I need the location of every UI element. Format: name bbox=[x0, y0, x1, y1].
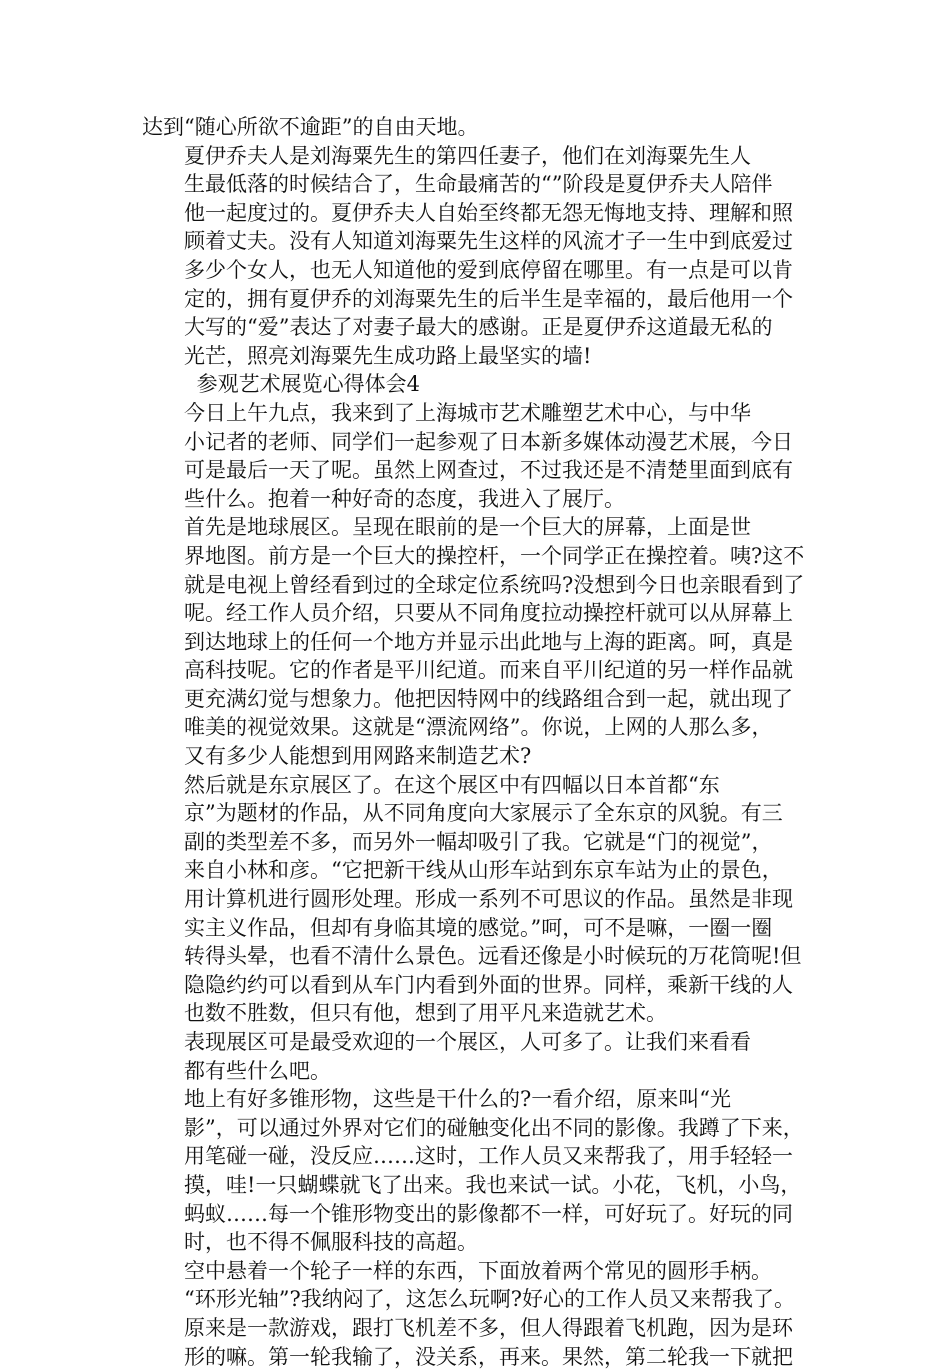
text-line: 就是电视上曾经看到过的全球定位系统吗?没想到今日也亲眼看到了 bbox=[184, 572, 805, 597]
text-line: 参观艺术展览心得体会4 bbox=[196, 372, 420, 397]
text-line: 地上有好多锥形物，这些是干什么的?一看介绍，原来叫“光 bbox=[184, 1087, 731, 1112]
paragraph bbox=[142, 1085, 814, 1257]
text-line: 更充满幻觉与想象力。他把因特网中的线路组合到一起，就出现了 bbox=[184, 686, 793, 711]
paragraph bbox=[142, 1257, 814, 1371]
text-line: 达到“随心所欲不逾距”的自由天地。 bbox=[142, 115, 479, 139]
text-line: 到达地球上的任何一个地方并显示出此地与上海的距离。呵，真是 bbox=[184, 629, 793, 654]
text-line: 光芒，照亮刘海粟先生成功路上最坚实的墙! bbox=[184, 343, 592, 368]
text-line: 些什么。抱着一种好奇的态度，我进入了展厅。 bbox=[184, 486, 625, 511]
text-line: 呢。经工作人员介绍，只要从不同角度拉动操控杆就可以从屏幕上 bbox=[184, 601, 793, 626]
text-line: 小记者的老师、同学们一起参观了日本新多媒体动漫艺术展，今日 bbox=[184, 429, 793, 454]
paragraph bbox=[142, 513, 814, 770]
paragraph bbox=[142, 399, 814, 513]
text-line: 顾着丈夫。没有人知道刘海粟先生这样的风流才子一生中到底爱过 bbox=[184, 229, 793, 254]
text-line: 多少个女人，也无人知道他的爱到底停留在哪里。有一点是可以肯 bbox=[184, 257, 793, 282]
text-line: 摸，哇!一只蝴蝶就飞了出来。我也来试一试。小花，飞机，小鸟， bbox=[184, 1172, 802, 1197]
text-line: 又有多少人能想到用网路来制造艺术? bbox=[184, 744, 532, 769]
paragraph bbox=[142, 771, 814, 1028]
text-line: 形的嘛。第一轮我输了，没关系，再来。果然，第二轮我一下就把 bbox=[184, 1344, 793, 1369]
text-line: “环形光轴”?我纳闷了，这怎么玩啊?好心的工作人员又来帮我了。 bbox=[184, 1287, 795, 1312]
text-line: 蚂蚁……每一个锥形物变出的影像都不一样，可好玩了。好玩的同 bbox=[184, 1201, 793, 1226]
text-line: 夏伊乔夫人是刘海粟先生的第四任妻子，他们在刘海粟先生人 bbox=[184, 143, 751, 168]
text-line: 高科技呢。它的作者是平川纪道。而来自平川纪道的另一样作品就 bbox=[184, 658, 793, 683]
text-line: 原来是一款游戏，跟打飞机差不多，但人得跟着飞机跑，因为是环 bbox=[184, 1315, 793, 1340]
text-line: 空中悬着一个轮子一样的东西，下面放着两个常见的圆形手柄。 bbox=[184, 1258, 772, 1283]
section-heading bbox=[142, 370, 814, 399]
text-line: 然后就是东京展区了。在这个展区中有四幅以日本首都“东 bbox=[184, 772, 720, 797]
text-line: 界地图。前方是一个巨大的操控杆，一个同学正在操控着。咦?这不 bbox=[184, 543, 805, 568]
text-line: 时，也不得不佩服科技的高超。 bbox=[184, 1230, 478, 1255]
paragraph bbox=[142, 113, 814, 142]
text-line: 表现展区可是最受欢迎的一个展区，人可多了。让我们来看看 bbox=[184, 1030, 751, 1054]
text-line: 用笔碰一碰，没反应……这时，工作人员又来帮我了，用手轻轻一 bbox=[184, 1144, 793, 1169]
text-line: 京”为题材的作品，从不同角度向大家展示了全东京的风貌。有三 bbox=[184, 801, 783, 826]
text-line: 今日上午九点，我来到了上海城市艺术雕塑艺术中心，与中华 bbox=[184, 400, 751, 425]
text-line: 隐隐约约可以看到从车门内看到外面的世界。同样，乘新干线的人 bbox=[184, 972, 793, 997]
text-line: 实主义作品，但却有身临其境的感觉。”呵，可不是嘛，一圈一圈 bbox=[184, 915, 773, 940]
text-line: 用计算机进行圆形处理。形成一系列不可思议的作品。虽然是非现 bbox=[184, 887, 793, 912]
text-line: 生最低落的时候结合了，生命最痛苦的“”阶段是夏伊乔夫人陪伴 bbox=[184, 172, 773, 197]
text-line: 影”，可以通过外界对它们的碰触变化出不同的影像。我蹲了下来， bbox=[184, 1115, 804, 1140]
text-line: 定的，拥有夏伊乔的刘海粟先生的后半生是幸福的，最后他用一个 bbox=[184, 286, 793, 311]
text-line: 大写的“爱”表达了对妻子最大的感谢。正是夏伊乔这道最无私的 bbox=[184, 315, 773, 340]
text-line: 也数不胜数，但只有他，想到了用平凡来造就艺术。 bbox=[184, 1001, 667, 1026]
text-line: 可是最后一天了呢。虽然上网查过，不过我还是不清楚里面到底有 bbox=[184, 458, 793, 483]
text-line: 首先是地球展区。呈现在眼前的是一个巨大的屏幕，上面是世 bbox=[184, 515, 751, 540]
text-line: 他一起度过的。夏伊乔夫人自始至终都无怨无悔地支持、理解和照 bbox=[184, 200, 793, 225]
text-line: 都有些什么吧。 bbox=[184, 1058, 331, 1083]
document-body bbox=[142, 113, 814, 1371]
text-line: 来自小林和彦。“它把新干线从山形车站到东京车站为止的景色， bbox=[184, 858, 783, 883]
paragraph bbox=[142, 142, 814, 371]
text-line: 副的类型差不多，而另外一幅却吸引了我。它就是“门的视觉”， bbox=[184, 829, 773, 854]
text-line: 唯美的视觉效果。这就是“漂流网络”。你说，上网的人那么多， bbox=[184, 715, 773, 740]
text-line: 转得头晕，也看不清什么景色。远看还像是小时候玩的万花筒呢!但 bbox=[184, 944, 802, 969]
paragraph bbox=[142, 1028, 814, 1085]
